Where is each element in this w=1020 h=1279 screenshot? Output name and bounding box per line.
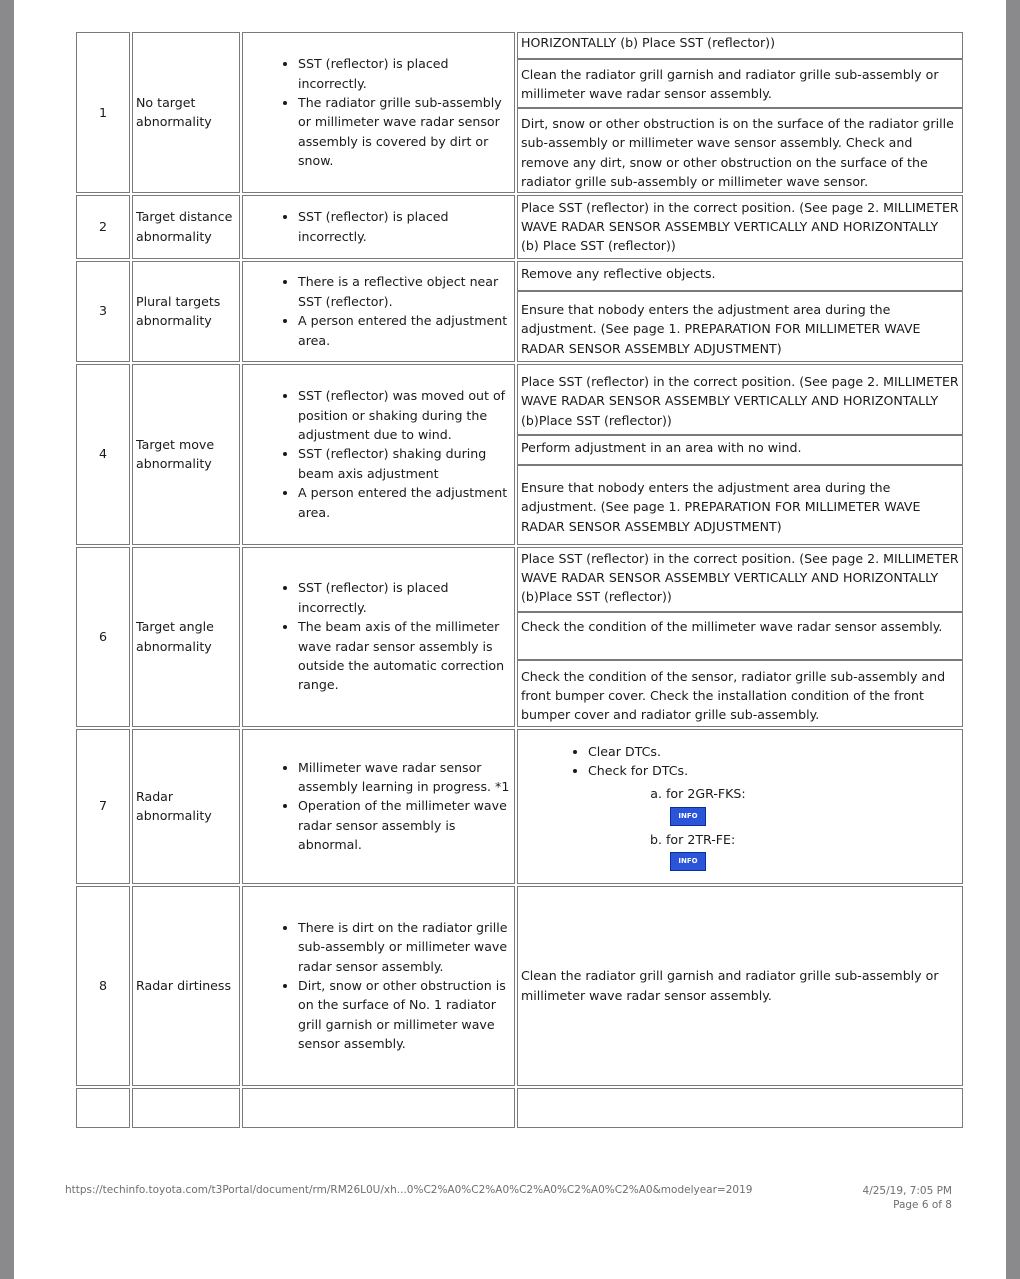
- cause-item: • SST (reflector) is placed incorrectly.: [298, 54, 511, 93]
- engine-item: [666, 784, 962, 825]
- table-row: [76, 364, 963, 545]
- cause-cell: [242, 195, 515, 259]
- cause-item: • Millimeter wave radar sensor assembly learning in progress. *1: [298, 758, 511, 797]
- remedy-cell: [517, 261, 963, 362]
- abnormality-name: [132, 1088, 240, 1128]
- footer-datetime: 4/25/19, 7:05 PM: [862, 1185, 952, 1197]
- item-number: 4: [76, 364, 130, 545]
- table-row: [76, 886, 963, 1086]
- remedy-item: Check the condition of the millimeter wave radar sensor assembly.: [518, 613, 962, 661]
- abnormality-name: Radar abnormality: [132, 729, 240, 884]
- cause-cell: [242, 886, 515, 1086]
- remedy-item: Clean the radiator grill garnish and radiator grille sub-assembly or millimeter wave radar sensor assembly.: [518, 60, 962, 109]
- cause-item: • There is a reflective object near SST (reflector).: [298, 272, 511, 311]
- item-number: 2: [76, 195, 130, 259]
- cause-item: • A person entered the adjustment area.: [298, 311, 511, 350]
- cause-cell: [242, 729, 515, 884]
- table-row: [76, 261, 963, 362]
- abnormality-name: Target distance abnormality: [132, 195, 240, 259]
- remedy-item: Perform adjustment in an area with no wind.: [518, 436, 962, 466]
- remedy-cell: [517, 364, 963, 545]
- abnormality-name: Plural targets abnormality: [132, 261, 240, 362]
- cause-item: • A person entered the adjustment area.: [298, 483, 511, 522]
- item-number: [76, 1088, 130, 1128]
- remedy-item: Clean the radiator grill garnish and radiator grille sub-assembly or millimeter wave radar sensor assembly.: [521, 968, 939, 1003]
- remedy-item: Dirt, snow or other obstruction is on the surface of the radiator grille sub-assembly or millimeter wave sensor assembly. Check and remove any dirt, snow or other obstruction on the surface of the radiator grille sub-assembly or millimeter wave sensor.: [521, 116, 954, 190]
- remedy-item: • Clear DTCs.: [588, 742, 962, 761]
- cause-item: • SST (reflector) is placed incorrectly.: [298, 578, 511, 617]
- footer-meta: [863, 1184, 952, 1212]
- remedy-item: Remove any reflective objects.: [518, 264, 962, 292]
- cause-cell: [242, 261, 515, 362]
- table-row: [76, 1088, 963, 1128]
- abnormality-name: Radar dirtiness: [132, 886, 240, 1086]
- remedy-item: Ensure that nobody enters the adjustment area during the adjustment. (See page 1. PREPARATION FOR MILLIMETER WAVE RADAR SENSOR ASSEMBLY ADJUSTMENT): [521, 302, 921, 356]
- engine-item: [666, 830, 962, 871]
- footer-page-number: Page 6 of 8: [893, 1199, 952, 1211]
- cause-item: • Operation of the millimeter wave radar sensor assembly is abnormal.: [298, 796, 511, 854]
- remedy-cell: [517, 547, 963, 727]
- cause-cell: [242, 1088, 515, 1128]
- engine-label: for 2TR-FE:: [666, 831, 736, 847]
- cause-item: • The radiator grille sub-assembly or millimeter wave radar sensor assembly is covered by dirt or snow.: [298, 93, 511, 171]
- remedy-item: Check the condition of the sensor, radiator grille sub-assembly and front bumper cover. Check the installation condition of the front bumper cover and radiator grille sub-assembly.: [521, 668, 946, 723]
- item-number: 6: [76, 547, 130, 727]
- table-row: [76, 32, 963, 193]
- remedy-cell: [517, 1088, 963, 1128]
- diagnosis-table: [74, 30, 965, 1130]
- table-row: [76, 547, 963, 727]
- engine-label: for 2GR-FKS:: [666, 786, 746, 802]
- item-number: 3: [76, 261, 130, 362]
- cause-cell: [242, 32, 515, 193]
- remedy-cell: [517, 729, 963, 884]
- remedy-cell: [517, 886, 963, 1086]
- cause-item: • SST (reflector) is placed incorrectly.: [298, 207, 511, 246]
- abnormality-name: Target angle abnormality: [132, 547, 240, 727]
- info-button[interactable]: INFO: [670, 852, 706, 871]
- remedy-item: Place SST (reflector) in the correct position. (See page 2. MILLIMETER WAVE RADAR SENSOR ASSEMBLY VERTICALLY AND HORIZONTALLY (b) Place SST (reflector)): [521, 199, 959, 254]
- cause-cell: [242, 364, 515, 545]
- remedy-item: Place SST (reflector) in the correct position. (See page 2. MILLIMETER WAVE RADAR SENSOR ASSEMBLY VERTICALLY AND HORIZONTALLY (b)Place SST (reflector)): [518, 372, 962, 436]
- remedy-cell: [517, 195, 963, 259]
- remedy-item: HORIZONTALLY (b) Place SST (reflector)): [518, 33, 962, 60]
- abnormality-name: Target move abnormality: [132, 364, 240, 545]
- remedy-item: Place SST (reflector) in the correct position. (See page 2. MILLIMETER WAVE RADAR SENSOR ASSEMBLY VERTICALLY AND HORIZONTALLY (b)Place SST (reflector)): [518, 549, 962, 613]
- info-button[interactable]: INFO: [670, 807, 706, 826]
- table-row: [76, 195, 963, 259]
- abnormality-name: No target abnormality: [132, 32, 240, 193]
- footer-url: https://techinfo.toyota.com/t3Portal/document/rm/RM26L0U/xh...0%C2%A0%C2%A0%C2%A0%C2%A0%C2%A0&modelyear=2019: [65, 1184, 753, 1196]
- remedy-cell: [517, 32, 963, 193]
- cause-cell: [242, 547, 515, 727]
- item-number: 7: [76, 729, 130, 884]
- remedy-item: • Check for DTCs.: [588, 761, 962, 780]
- cause-item: • SST (reflector) shaking during beam axis adjustment: [298, 444, 511, 483]
- cause-item: • Dirt, snow or other obstruction is on the surface of No. 1 radiator grill garnish or millimeter wave sensor assembly.: [298, 976, 511, 1054]
- document-page: [14, 0, 1006, 1279]
- item-number: 8: [76, 886, 130, 1086]
- item-number: 1: [76, 32, 130, 193]
- remedy-item: Ensure that nobody enters the adjustment area during the adjustment. (See page 1. PREPARATION FOR MILLIMETER WAVE RADAR SENSOR ASSEMBLY ADJUSTMENT): [521, 480, 921, 534]
- cause-item: • The beam axis of the millimeter wave radar sensor assembly is outside the automatic correction range.: [298, 617, 511, 695]
- table-row: [76, 729, 963, 884]
- cause-item: • SST (reflector) was moved out of position or shaking during the adjustment due to wind.: [298, 386, 511, 444]
- cause-item: • There is dirt on the radiator grille sub-assembly or millimeter wave radar sensor assembly.: [298, 918, 511, 976]
